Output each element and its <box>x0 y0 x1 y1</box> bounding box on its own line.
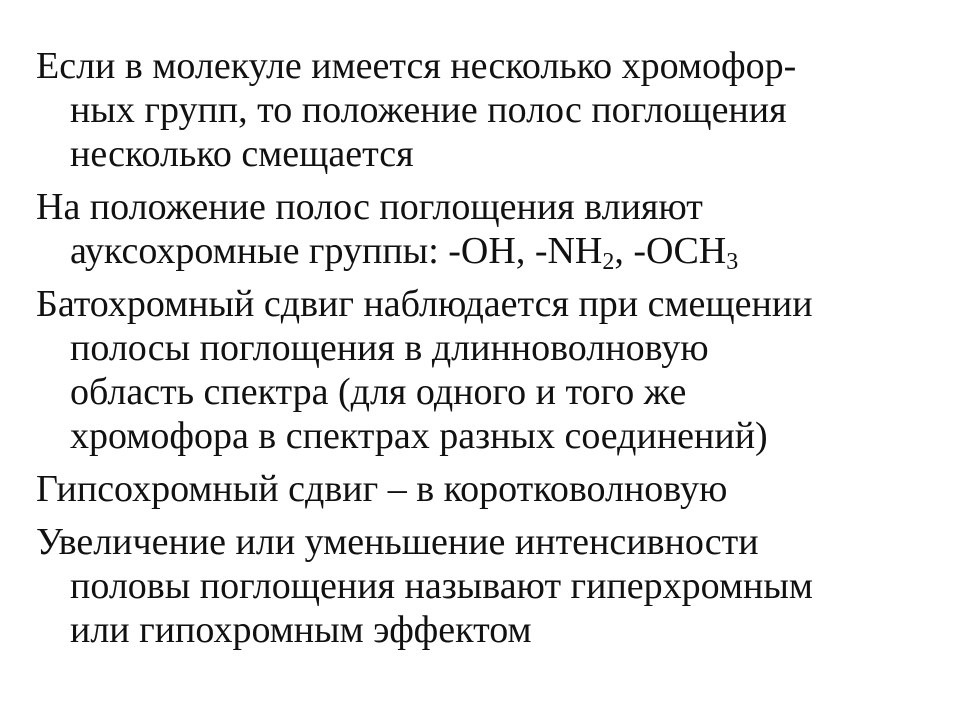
text-line: половы поглощения называют гиперхромным <box>70 565 813 607</box>
text-line: несколько смещается <box>70 133 414 175</box>
text-line: хромофора в спектрах разных соединений) <box>70 415 768 457</box>
text-line: ных групп, то положение полос поглощения <box>70 89 787 131</box>
text-line: Увеличение или уменьшение интенсивности <box>36 521 759 563</box>
paragraph-auxochromes <box>36 185 936 273</box>
slide-body-text <box>36 44 936 661</box>
paragraph-bathochromic <box>36 282 936 458</box>
paragraph-hypsochromic <box>36 467 936 511</box>
text-line: полосы поглощения в длинноволновую <box>70 327 709 369</box>
formula-line <box>36 229 936 273</box>
text-line: На положение полос поглощения влияют <box>36 186 703 228</box>
subscript: 3 <box>726 249 739 275</box>
text-line: или гипохромным эффектом <box>70 609 532 651</box>
formula-prefix: ауксохромные группы: -OH, -NH <box>70 230 603 272</box>
paragraph-chromophores <box>36 44 936 176</box>
text-line: Гипсохромный сдвиг – в коротковолновую <box>36 468 728 510</box>
text-line: Батохромный сдвиг наблюдается при смещении <box>36 283 813 325</box>
paragraph-intensity <box>36 520 936 652</box>
subscript: 2 <box>602 249 615 275</box>
formula-middle: , -OCH <box>614 230 727 272</box>
text-line: Если в молекуле имеется несколько хромофор- <box>36 45 797 87</box>
text-line: область спектра (для одного и того же <box>70 371 687 413</box>
